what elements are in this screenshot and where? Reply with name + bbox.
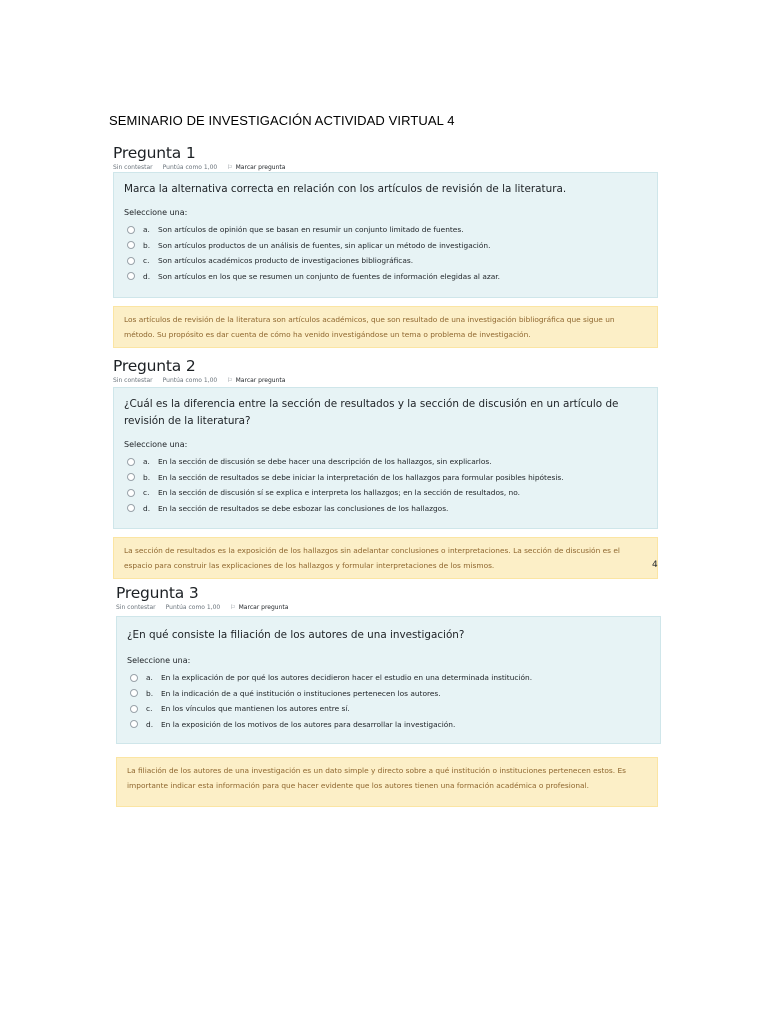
- select-prompt: Seleccione una:: [124, 208, 188, 217]
- flag-label: Marcar pregunta: [235, 377, 286, 384]
- option-a[interactable]: a. En la explicación de por qué los autores decidieron hacer el estudio en una determinada institución.: [127, 670, 650, 686]
- flag-question-button[interactable]: [227, 377, 285, 384]
- feedback-box: La sección de resultados es la exposición de los hallazgos sin adelantar conclusiones o interpretaciones. La sección de discusión es el espacio para construir las explicaciones de los hallazgos y formular interpretaciones de los mismos.: [113, 537, 658, 579]
- radio-button[interactable]: [127, 489, 135, 497]
- select-prompt: Seleccione una:: [124, 440, 188, 449]
- radio-button[interactable]: [127, 241, 135, 249]
- radio-button[interactable]: [130, 720, 138, 728]
- question-text: ¿En qué consiste la filiación de los autores de una investigación?: [127, 629, 465, 641]
- question-text: Marca la alternativa correcta en relación con los artículos de revisión de la literatura.: [124, 183, 567, 195]
- radio-button[interactable]: [127, 272, 135, 280]
- flag-question-button[interactable]: [230, 604, 288, 611]
- radio-button[interactable]: [127, 257, 135, 265]
- option-b[interactable]: b. En la sección de resultados se debe iniciar la interpretación de los hallazgos para formular posibles hipótesis.: [124, 470, 647, 486]
- radio-button[interactable]: [130, 674, 138, 682]
- question-text: ¿Cuál es la diferencia entre la sección de resultados y la sección de discusión en un artículo de revisión de la literatura?: [124, 398, 619, 427]
- flag-label: Marcar pregunta: [235, 164, 286, 171]
- option-a[interactable]: a. En la sección de discusión se debe hacer una descripción de los hallazgos, sin explicarlos.: [124, 454, 647, 470]
- option-b[interactable]: b. En la indicación de a qué institución o instituciones pertenecen los autores.: [127, 686, 650, 702]
- question-3: [116, 584, 661, 807]
- option-d[interactable]: d. En la sección de resultados se debe esbozar las conclusiones de los hallazgos.: [124, 501, 647, 517]
- flag-icon: ⚐: [227, 164, 233, 171]
- question-box: [113, 172, 658, 298]
- question-status: Sin contestar: [116, 604, 156, 611]
- question-2: [113, 357, 658, 579]
- radio-button[interactable]: [130, 705, 138, 713]
- question-heading: Pregunta 2: [113, 357, 196, 375]
- stray-mark: 4: [652, 560, 658, 570]
- flag-icon: ⚐: [230, 604, 236, 611]
- flag-icon: ⚐: [227, 377, 233, 384]
- select-prompt: Seleccione una:: [127, 656, 191, 665]
- radio-button[interactable]: [127, 504, 135, 512]
- question-meta: [113, 376, 658, 385]
- document-title: SEMINARIO DE INVESTIGACIÓN ACTIVIDAD VIRTUAL 4: [109, 113, 455, 128]
- question-box: [116, 616, 661, 744]
- question-heading: Pregunta 1: [113, 144, 196, 162]
- option-c[interactable]: c. En los vínculos que mantienen los autores entre sí.: [127, 701, 650, 717]
- feedback-box: La filiación de los autores de una investigación es un dato simple y directo sobre a qué institución o instituciones pertenecen estos. Es importante indicar esta información para que hacer evidente que los autores tienen una formación académica o profesional.: [116, 757, 658, 807]
- option-a[interactable]: a. Son artículos de opinión que se basan en resumir un conjunto limitado de fuentes.: [124, 222, 647, 238]
- question-meta: [116, 603, 661, 612]
- option-b[interactable]: b. Son artículos productos de un análisis de fuentes, sin aplicar un método de investigación.: [124, 238, 647, 254]
- option-c[interactable]: c. En la sección de discusión sí se explica e interpreta los hallazgos; en la sección de resultados, no.: [124, 485, 647, 501]
- radio-button[interactable]: [127, 226, 135, 234]
- option-d[interactable]: d. En la exposición de los motivos de los autores para desarrollar la investigación.: [127, 717, 650, 733]
- question-heading: Pregunta 3: [116, 584, 199, 602]
- option-d[interactable]: d. Son artículos en los que se resumen un conjunto de fuentes de información elegidas al azar.: [124, 269, 647, 285]
- flag-question-button[interactable]: [227, 164, 285, 171]
- flag-label: Marcar pregunta: [238, 604, 289, 611]
- option-c[interactable]: c. Son artículos académicos producto de investigaciones bibliográficas.: [124, 253, 647, 269]
- question-status: Sin contestar: [113, 377, 153, 384]
- radio-button[interactable]: [130, 689, 138, 697]
- radio-button[interactable]: [127, 458, 135, 466]
- question-1: [113, 144, 658, 348]
- radio-button[interactable]: [127, 473, 135, 481]
- feedback-box: Los artículos de revisión de la literatura son artículos académicos, que son resultado de una investigación bibliográfica que sigue un método. Su propósito es dar cuenta de cómo ha venido investigándose un tema o problema de investigación.: [113, 306, 658, 348]
- question-score: Puntúa como 1,00: [162, 164, 218, 171]
- question-score: Puntúa como 1,00: [165, 604, 221, 611]
- question-meta: [113, 163, 658, 172]
- question-score: Puntúa como 1,00: [162, 377, 218, 384]
- question-box: [113, 387, 658, 529]
- question-status: Sin contestar: [113, 164, 153, 171]
